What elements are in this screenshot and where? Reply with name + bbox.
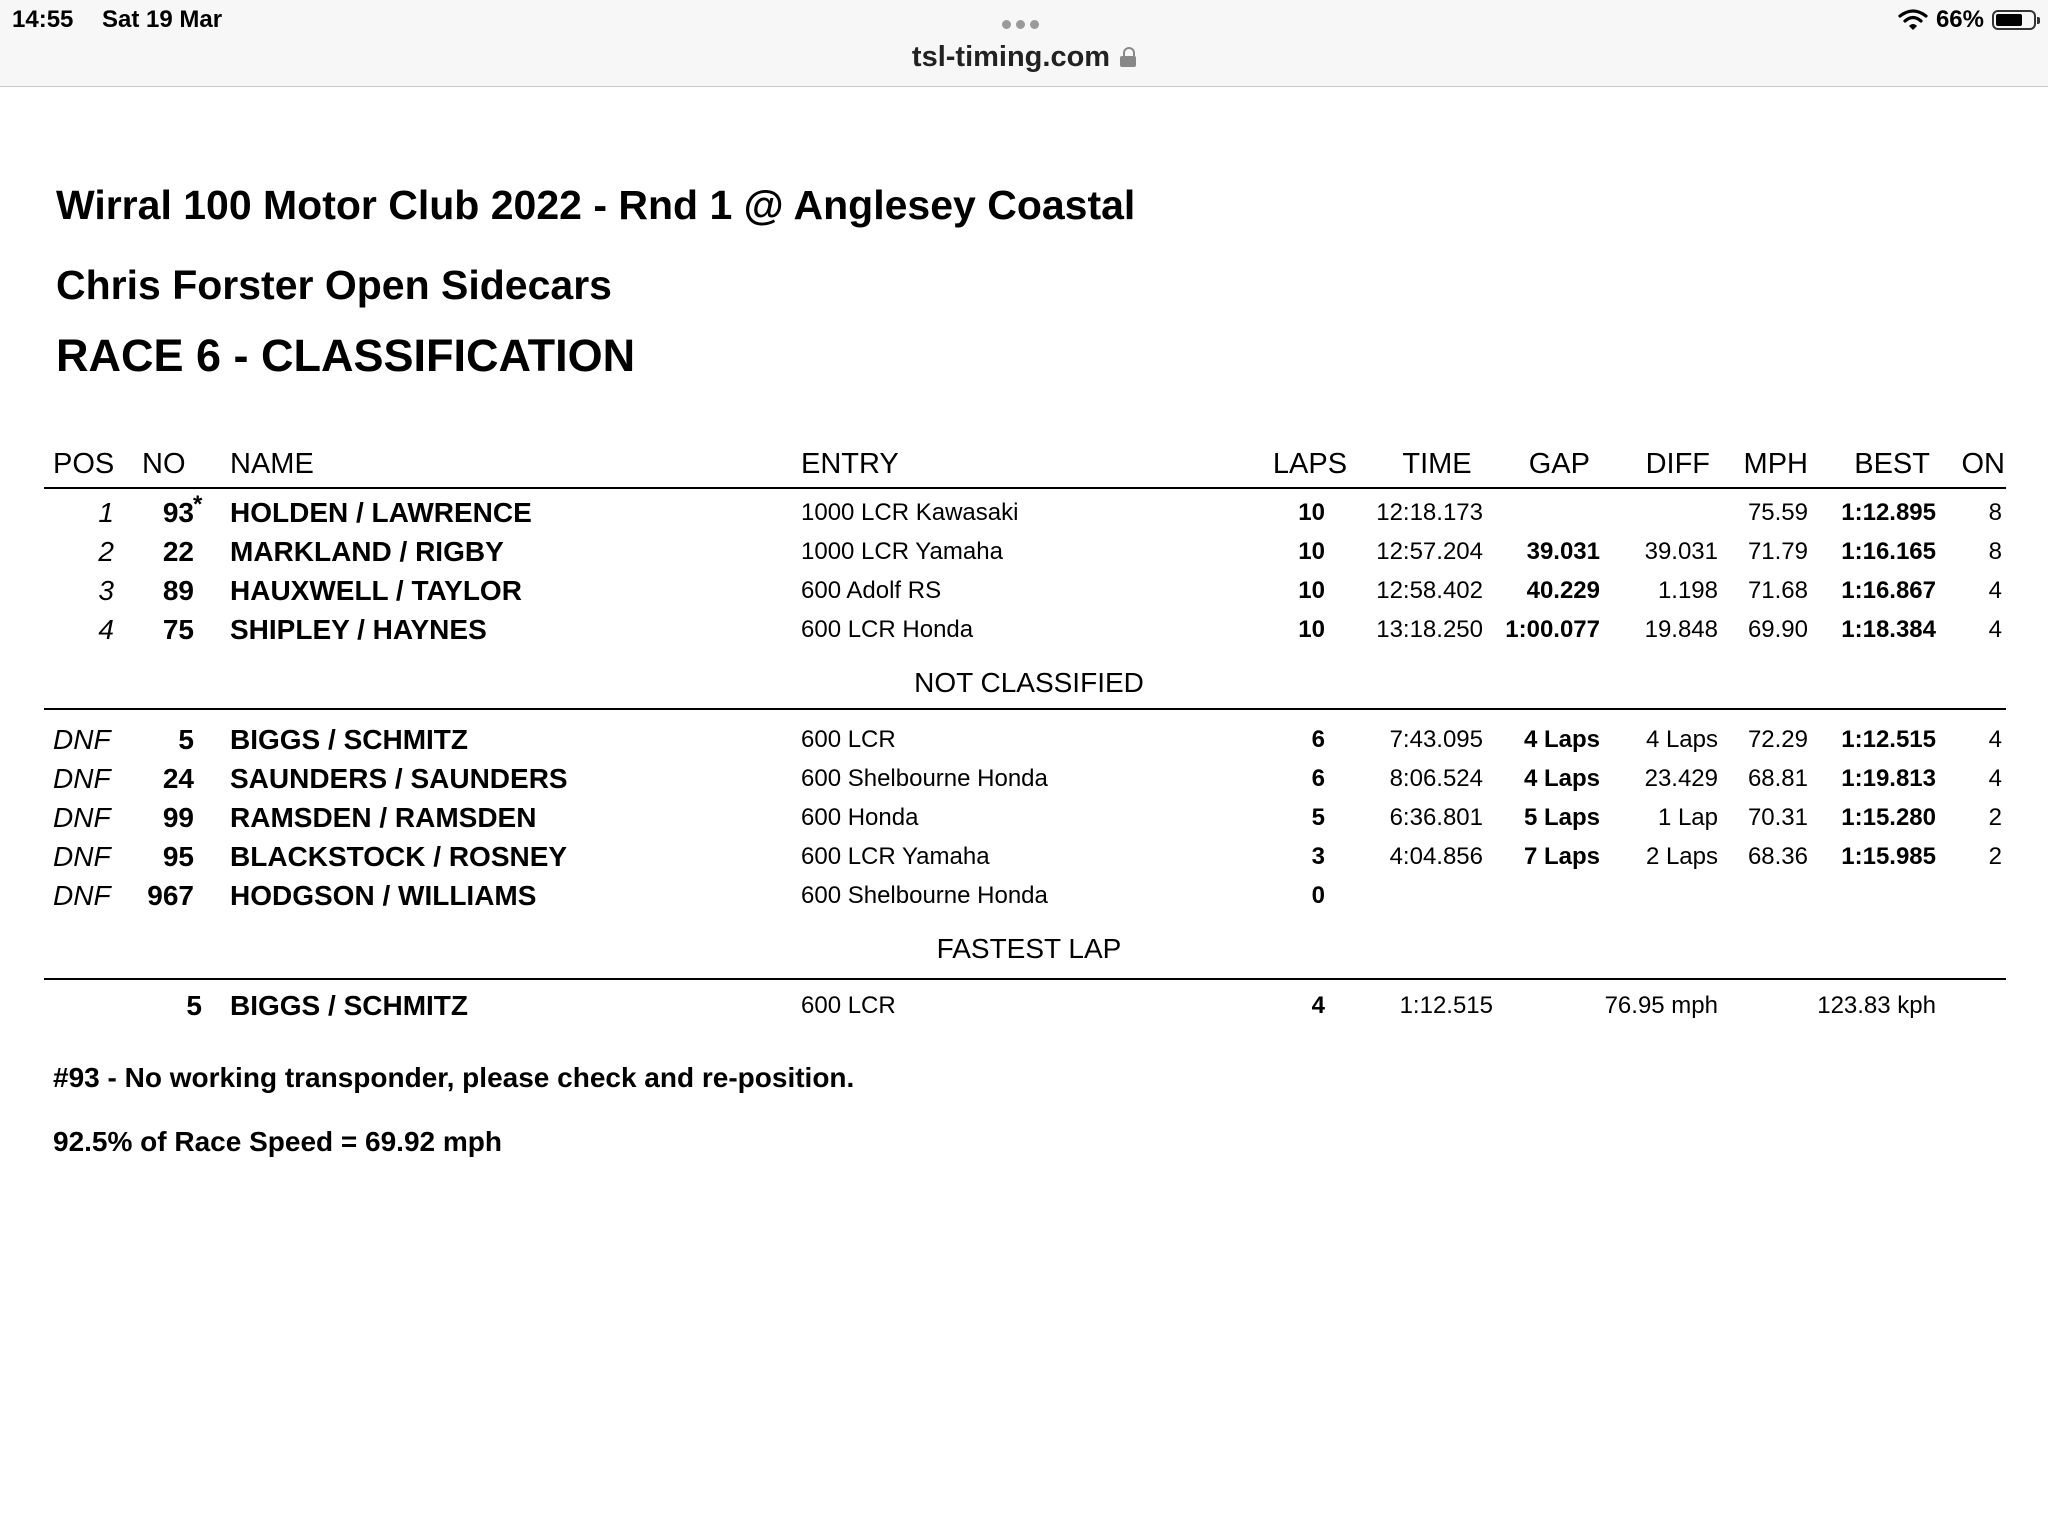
cell-pos: 2 [98,536,114,567]
header-rule [44,487,2006,489]
cell-on: 2 [1988,804,2002,831]
cell-best: 1:16.165 [1841,538,1936,565]
cell-pos: 1 [98,497,114,528]
cell-mph: 68.36 [1747,843,1808,870]
col-name: NAME [230,448,314,480]
cell-name: BIGGS / SCHMITZ [230,724,468,755]
cell-laps: 5 [1311,804,1325,831]
lock-icon [1120,47,1136,67]
url-text[interactable]: tsl-timing.com [911,40,1111,73]
cell-name: SHIPLEY / HAYNES [230,614,487,645]
cell-diff: 4 Laps [1645,726,1718,753]
col-no: NO [142,448,186,480]
cell-no: 967 [147,880,194,911]
more-options-icon[interactable] [1002,16,1046,30]
section-fastest-lap: FASTEST LAP [936,933,1122,964]
cell-time: 13:18.250 [1376,616,1483,643]
section-not-classified: NOT CLASSIFIED [914,667,1144,698]
cell-gap: 7 Laps [1523,843,1600,870]
cell-mph: 69.90 [1747,616,1808,643]
cell-name: HAUXWELL / TAYLOR [230,575,522,606]
cell-time: 12:18.173 [1376,499,1483,526]
table-row [0,837,2048,877]
cell-mph: 75.59 [1747,499,1808,526]
status-time: 14:55 [12,6,74,33]
cell-on: 2 [1988,843,2002,870]
cell-pos: 3 [98,575,114,606]
cell-diff: 23.429 [1644,765,1718,792]
cell-laps: 6 [1311,765,1325,792]
col-time: TIME [1402,448,1472,480]
col-diff: DIFF [1645,448,1710,480]
section-rule [44,708,2006,710]
cell-gap: 1:00.077 [1505,616,1600,643]
class-title: Chris Forster Open Sidecars [56,262,612,308]
table-row [0,610,2048,650]
cell-laps: 10 [1298,616,1325,643]
cell-gap: 4 Laps [1523,765,1600,792]
cell-no: 5 [178,724,194,755]
cell-name: HODGSON / WILLIAMS [230,880,537,911]
cell-gap: 40.229 [1526,577,1600,604]
cell-time: 6:36.801 [1389,804,1483,831]
cell-no: 93 [162,497,194,528]
cell-laps: 10 [1298,577,1325,604]
cell-pos: DNF [53,763,111,794]
cell-flag: * [193,491,203,518]
cell-no: 22 [162,536,194,567]
cell-no: 99 [162,802,194,833]
col-best: BEST [1854,448,1930,480]
cell-laps: 6 [1311,726,1325,753]
table-row [0,493,2048,533]
battery-percent: 66% [1935,6,1984,33]
race-speed-note: 92.5% of Race Speed = 69.92 mph [53,1126,502,1157]
cell-name: HOLDEN / LAWRENCE [230,497,532,528]
cell-no: 89 [162,575,194,606]
cell-pos: DNF [53,841,111,872]
table-header [0,444,2048,484]
cell-on: 4 [1988,616,2002,643]
cell-diff: 1.198 [1657,577,1718,604]
cell-best: 1:15.280 [1841,804,1936,831]
col-on: ON [1961,448,2005,480]
cell-gap: 4 Laps [1523,726,1600,753]
cell-entry: 1000 LCR Kawasaki [801,499,1019,526]
cell-kph: 123.83 kph [1817,992,1936,1019]
cell-best: 1:19.813 [1841,765,1936,792]
cell-no: 95 [162,841,194,872]
cell-diff: 1 Lap [1657,804,1718,831]
cell-mph: 71.68 [1747,577,1808,604]
cell-laps: 10 [1298,538,1325,565]
cell-diff: 39.031 [1644,538,1718,565]
cell-entry: 600 Honda [801,804,919,831]
cell-on: 8 [1988,499,2002,526]
cell-time: 8:06.524 [1389,765,1483,792]
cell-pos: DNF [53,724,111,755]
cell-time: 12:58.402 [1376,577,1483,604]
cell-mph: 71.79 [1747,538,1808,565]
cell-time: 7:43.095 [1389,726,1483,753]
transponder-note: #93 - No working transponder, please check and re-position. [53,1062,855,1093]
cell-entry: 600 LCR [801,726,896,753]
cell-no: 5 [186,990,202,1021]
cell-gap: 5 Laps [1523,804,1600,831]
cell-best: 1:18.384 [1841,616,1936,643]
table-row [0,720,2048,760]
cell-pos: DNF [53,880,111,911]
fastest-lap-row [0,986,2048,1026]
cell-entry: 600 LCR Yamaha [801,843,990,870]
cell-pos: 4 [98,614,114,645]
cell-entry: 1000 LCR Yamaha [801,538,1003,565]
cell-no: 75 [162,614,194,645]
cell-no: 24 [162,763,194,794]
cell-time: 12:57.204 [1376,538,1483,565]
col-gap: GAP [1528,448,1590,480]
cell-entry: 600 Adolf RS [801,577,942,604]
cell-laps: 10 [1298,499,1325,526]
table-row [0,571,2048,611]
cell-name: MARKLAND / RIGBY [230,536,504,567]
address-bar[interactable] [0,40,2048,74]
cell-laps: 3 [1311,843,1325,870]
cell-on: 8 [1988,538,2002,565]
cell-entry: 600 LCR [801,992,896,1019]
table-row [0,759,2048,799]
cell-best: 1:16.867 [1841,577,1936,604]
cell-best: 1:12.515 [1841,726,1936,753]
cell-best: 1:12.895 [1841,499,1936,526]
col-laps: LAPS [1272,448,1348,480]
col-pos: POS [53,448,115,480]
cell-pos: DNF [53,802,111,833]
table-row [0,532,2048,572]
battery-icon [1992,10,2036,30]
cell-entry: 600 Shelbourne Honda [801,765,1048,792]
cell-entry: 600 LCR Honda [801,616,974,643]
cell-on: 4 [1988,765,2002,792]
cell-entry: 600 Shelbourne Honda [801,882,1048,909]
section-rule [44,978,2006,980]
cell-name: SAUNDERS / SAUNDERS [230,763,568,794]
race-title: RACE 6 - CLASSIFICATION [56,330,636,381]
cell-mph: 72.29 [1747,726,1808,753]
browser-status-bar [0,0,2048,87]
cell-laps: 0 [1311,882,1325,909]
status-date: Sat 19 Mar [102,6,223,33]
cell-on: 4 [1988,726,2002,753]
cell-best: 1:15.985 [1841,843,1936,870]
cell-name: BIGGS / SCHMITZ [230,990,468,1021]
cell-diff: 2 Laps [1645,843,1718,870]
wifi-icon [1898,8,1928,32]
cell-name: BLACKSTOCK / ROSNEY [230,841,568,872]
cell-mph: 76.95 mph [1604,992,1718,1019]
cell-time: 4:04.856 [1389,843,1483,870]
cell-diff: 19.848 [1644,616,1718,643]
cell-mph: 68.81 [1747,765,1808,792]
cell-on: 4 [1988,577,2002,604]
cell-time: 1:12.515 [1399,992,1493,1019]
cell-mph: 70.31 [1747,804,1808,831]
cell-name: RAMSDEN / RAMSDEN [230,802,537,833]
event-title: Wirral 100 Motor Club 2022 - Rnd 1 @ Anglesey Coastal [56,182,1136,228]
table-row [0,876,2048,916]
col-mph: MPH [1743,448,1808,480]
cell-lap: 4 [1311,992,1325,1019]
col-entry: ENTRY [801,448,899,480]
cell-gap: 39.031 [1526,538,1600,565]
table-row [0,798,2048,838]
